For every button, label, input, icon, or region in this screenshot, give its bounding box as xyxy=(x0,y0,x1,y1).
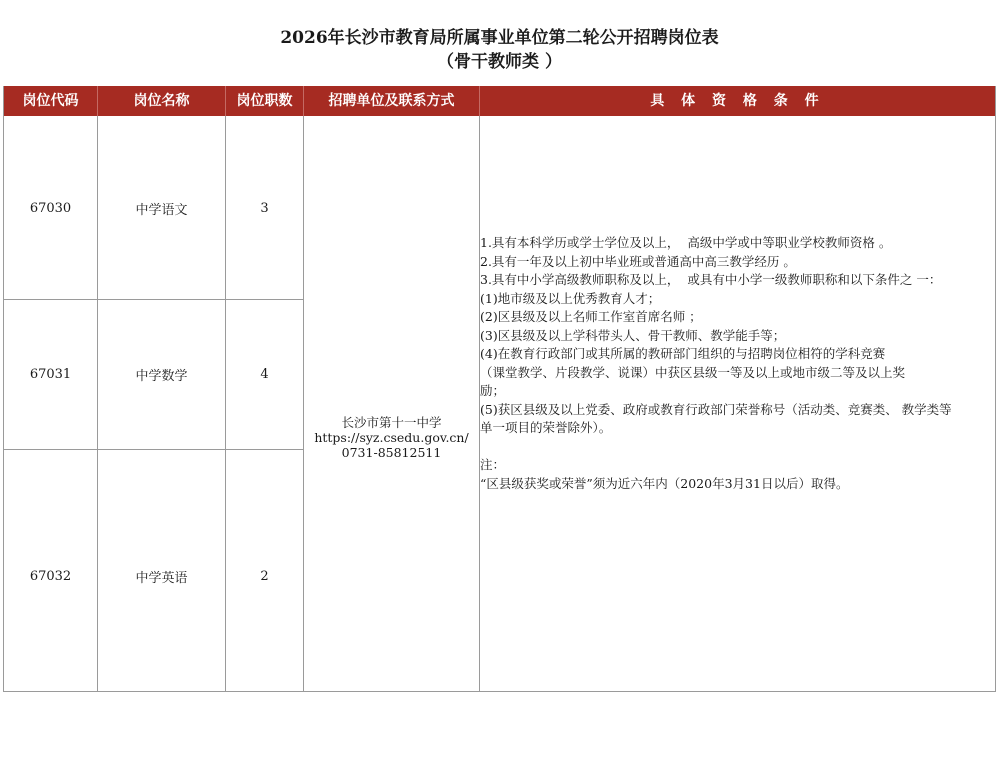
table-row-code: 67031 xyxy=(29,367,72,382)
requirement-line xyxy=(480,438,994,457)
table-row-code: 67032 xyxy=(29,568,72,584)
requirement-line: (1)地市级及以上优秀教育人才； xyxy=(480,290,661,306)
requirement-line: 励； xyxy=(480,383,506,398)
unit-name: 长沙市第十一中学 xyxy=(341,414,442,430)
positions-table xyxy=(3,86,996,692)
requirement-line: (3)区县级及以上学科带头人、骨干教师、教学能手等； xyxy=(480,327,786,343)
requirement-line: (2)区县级及以上名师工作室首席名师 ； xyxy=(480,309,702,324)
unit-phone: 0731-85812511 xyxy=(341,444,442,460)
table-row-count: 2 xyxy=(260,568,269,584)
requirement-line: 2.具有一年及以上初中毕业班或普通高中高三教学经历 。 xyxy=(480,253,796,269)
requirement-line: 1.具有本科学历或学士学位及以上， 高级中学或中等职业学校教师资格 。 xyxy=(480,235,892,250)
table-row-name: 中学英语 xyxy=(135,570,188,586)
header-position-name: 岗位名称 xyxy=(98,86,226,116)
header-position-code: 岗位代码 xyxy=(4,86,98,116)
requirement-line: 3.具有中小学高级教师职称及以上， 或具有中小学一级教师职称和以下条件之 一： xyxy=(480,272,942,287)
header-position-count: 岗位职数 xyxy=(226,86,304,116)
table-row-name: 中学数学 xyxy=(135,369,188,384)
unit-contact-cell xyxy=(304,117,479,757)
title-line-1: 2026年长沙市教育局所属事业单位第二轮公开招聘岗位表 xyxy=(280,28,719,48)
header-unit-contact: 招聘单位及联系方式 xyxy=(304,86,480,116)
requirement-line: (4)在教育行政部门或其所属的教研部门组织的与招聘岗位相符的学科竞赛 xyxy=(480,346,886,361)
table-row-name: 中学语文 xyxy=(135,202,188,218)
table-row-count: 3 xyxy=(260,200,269,216)
requirement-line: 单一项目的荣誉除外）。 xyxy=(480,420,612,435)
requirement-note-label: 注： xyxy=(480,457,506,472)
table-row-count: 4 xyxy=(260,367,269,382)
requirement-line: (5)获区县级及以上党委、政府或教育行政部门荣誉称号（活动类、竞赛类、 教学类等 xyxy=(480,401,952,417)
title-line-2: （骨干教师类 ） xyxy=(437,52,562,72)
requirement-note-text: “区县级获奖或荣誉”须为近六年内（2020年3月31日以后）取得。 xyxy=(480,475,849,491)
header-requirements: 具 体 资 格 条 件 xyxy=(650,93,825,109)
table-row-code: 67030 xyxy=(29,200,72,216)
requirements-text xyxy=(480,234,994,493)
requirement-line: （课堂教学、片段教学、说课）中获区县级一等及以上或地市级二等及以上奖 xyxy=(480,364,906,380)
table-header-row xyxy=(4,86,995,116)
unit-website-link[interactable]: https://syz.csedu.gov.cn/ xyxy=(314,429,469,445)
page-title xyxy=(0,26,999,74)
